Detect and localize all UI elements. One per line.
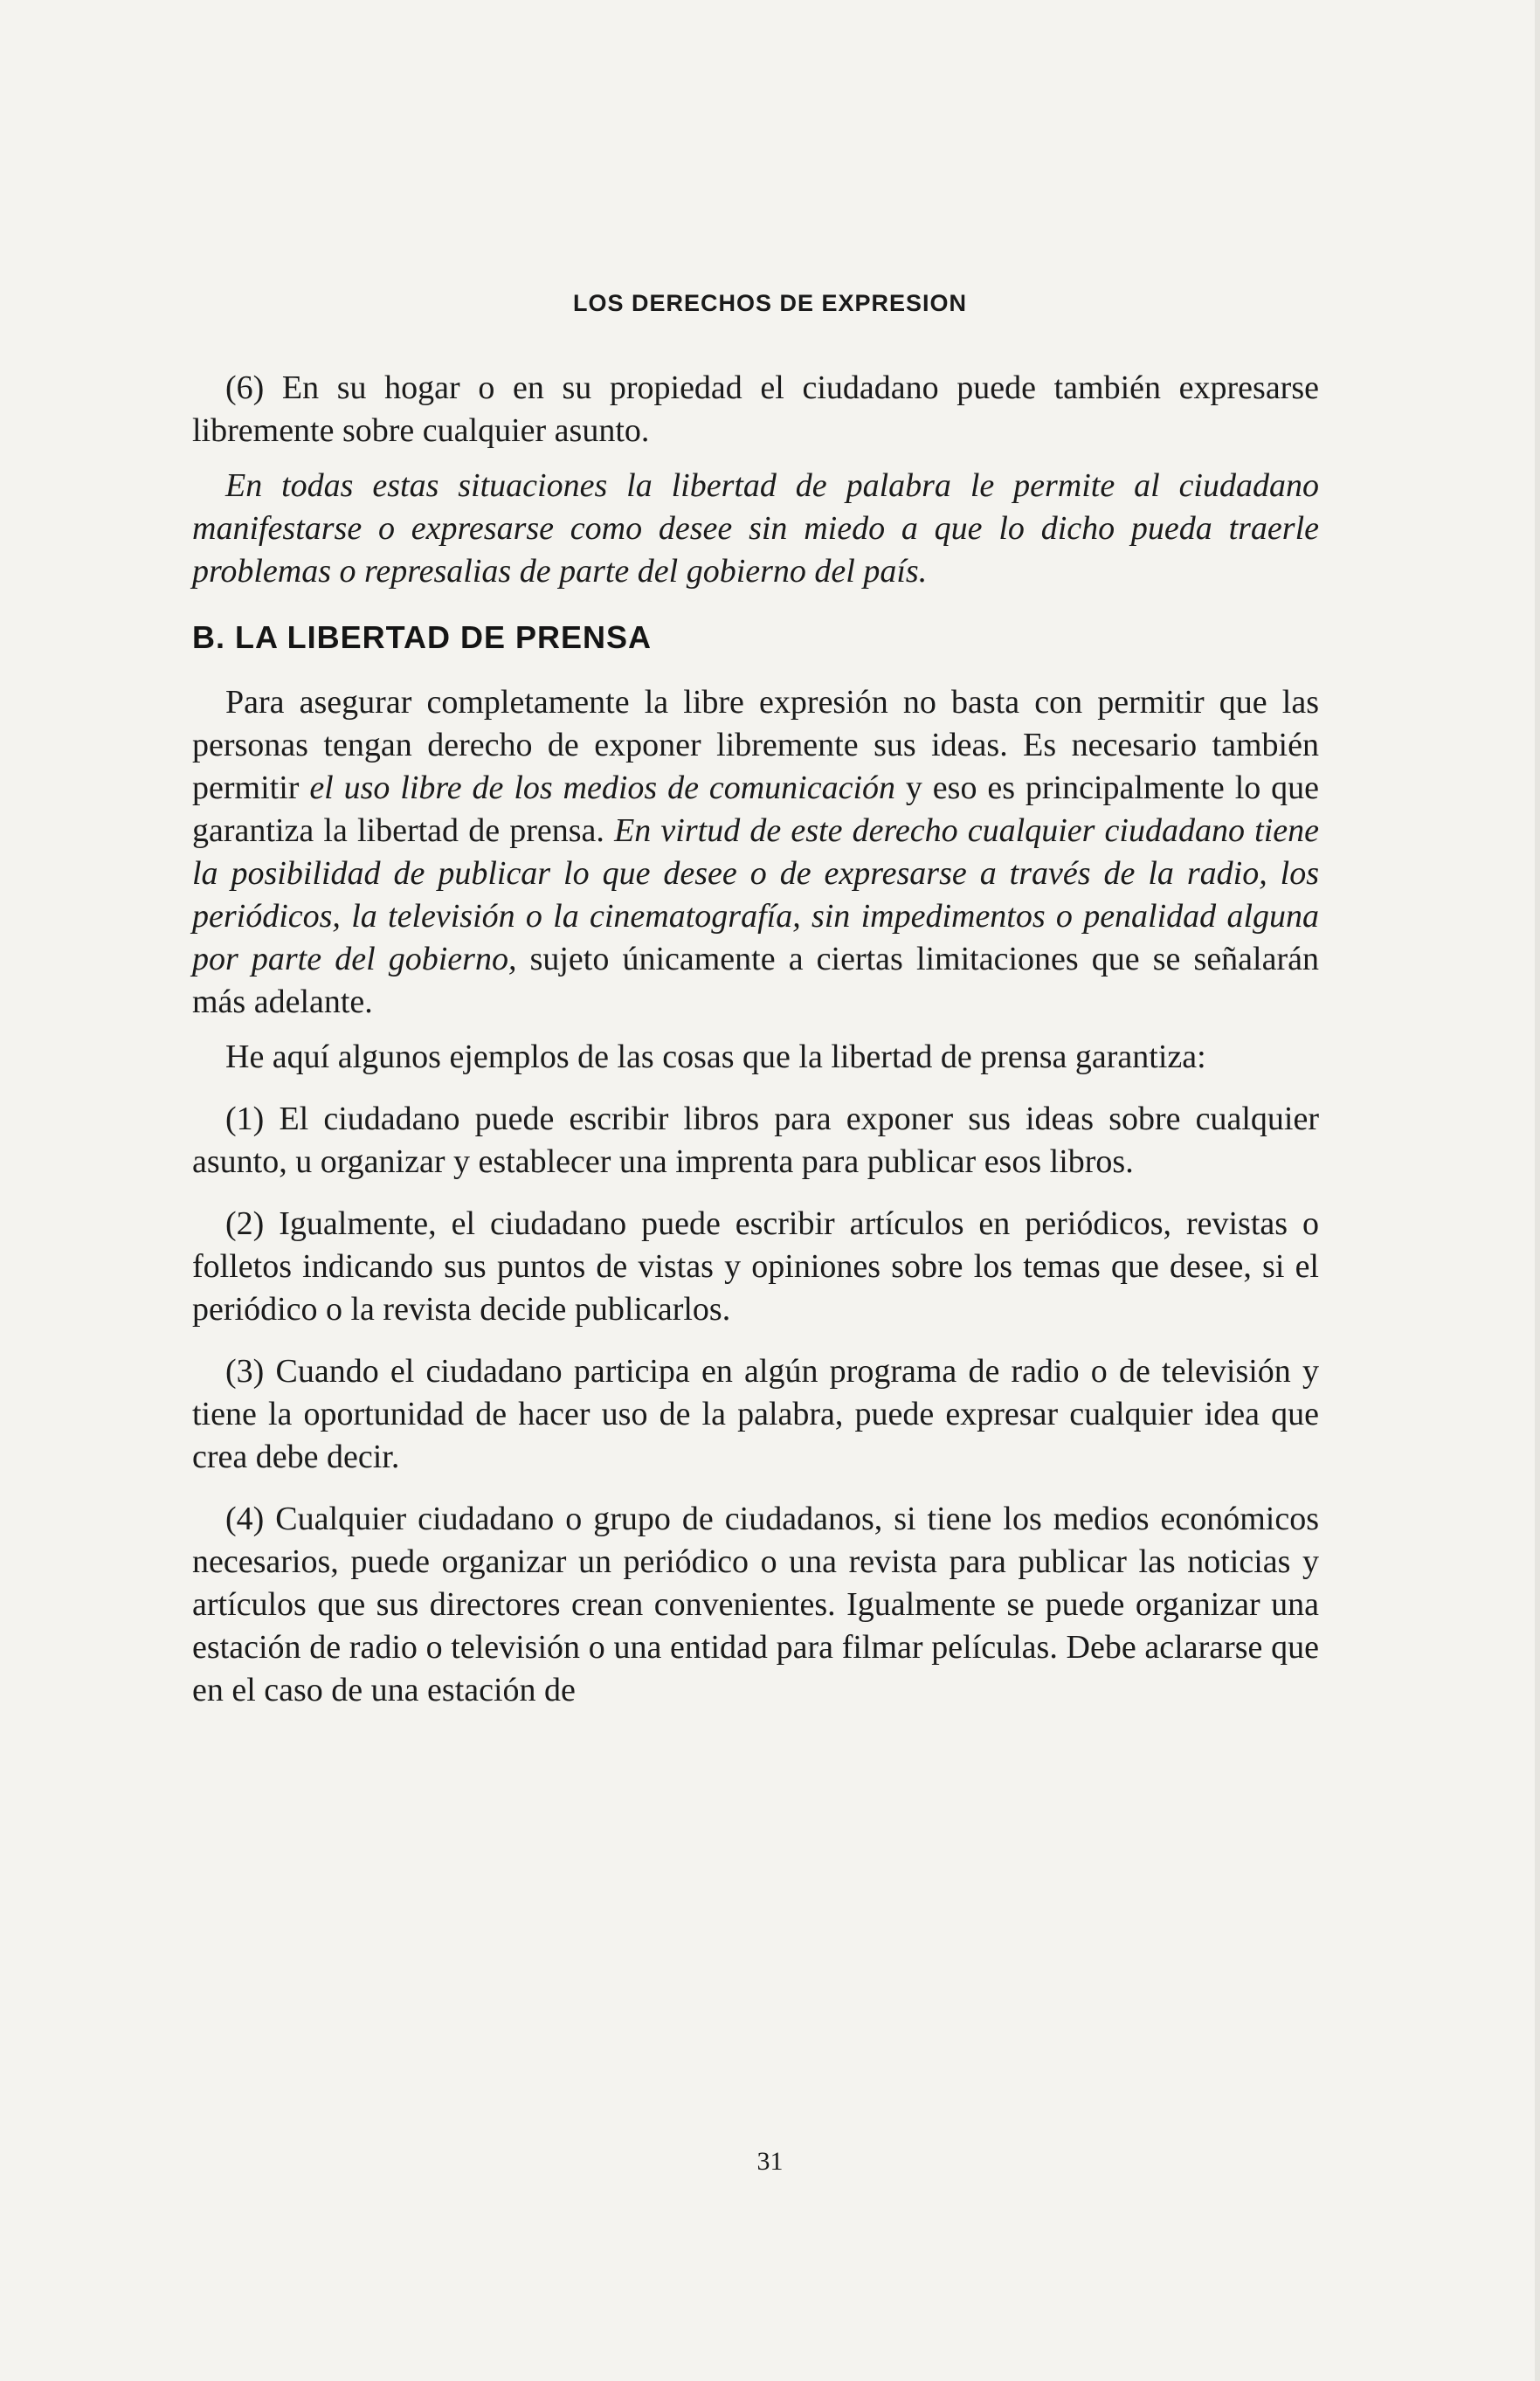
paragraph-summary: En todas estas situaciones la libertad de palabra le permite al ciudadano manifestarse o expresarse como desee sin miedo a que lo dicho pueda traerle problemas o represalias de parte del gobierno del país. [192, 467, 1319, 590]
paragraph-item-6: (6) En su hogar o en su propiedad el ciudadano puede también expresarse libremente sobre cualquier asunto. [192, 369, 1319, 449]
page-number: 31 [756, 2147, 784, 2176]
list-item-1: (1) El ciudadano puede escribir libros para exponer sus ideas sobre cualquier asunto, u organizar y establecer una imprenta para publicar esos libros. [192, 1101, 1319, 1180]
page-body [192, 367, 1319, 1731]
list-item-4: (4) Cualquier ciudadano o grupo de ciudadanos, si tiene los medios económicos necesarios, puede organizar un periódico o una revista para publicar las noticias y artículos que sus directores crean convenientes. Igualmente se puede organizar una estación de radio o televisión o una entidad para filmar películas. Debe aclararse que en el caso de una estación de [192, 1501, 1319, 1708]
section-heading: B. LA LIBERTAD DE PRENSA [192, 619, 653, 655]
paragraph-examples: He aquí algunos ejemplos de las cosas que la libertad de prensa garantiza: [225, 1039, 1206, 1075]
intro-text-a: Para asegurar completamente la libre expresión no basta con permitir que las personas tengan derecho de exponer libremente sus ideas. Es necesario también permitir [192, 684, 1319, 806]
intro-emphasis-1: el uso libre de los medios de comunicación [309, 770, 896, 806]
list-item-2: (2) Igualmente, el ciudadano puede escribir artículos en periódicos, revistas o folletos indicando sus puntos de vistas y opiniones sobre los temas que desee, si el periódico o la revista decide publicarlos. [192, 1205, 1319, 1328]
intro-text-c: y eso es principalmente lo que garantiza la libertad de prensa. [192, 770, 1320, 849]
running-header: LOS DERECHOS DE EXPRESION [572, 290, 968, 316]
intro-emphasis-2: En virtud de este derecho cualquier ciudadano tiene la posibilidad de publicar lo que desee o de expresarse a través de la radio, los periódicos, la televisión o la cinematografía, sin impedimentos o penalidad alguna por parte del gobierno, [192, 812, 1319, 977]
paragraph-intro [192, 681, 1319, 1024]
intro-text-e: sujeto únicamente a ciertas limitaciones que se señalarán más adelante. [192, 941, 1319, 1020]
list-item-3: (3) Cuando el ciudadano participa en algún programa de radio o de televisión y tiene la oportunidad de hacer uso de la palabra, puede expresar cualquier idea que crea debe decir. [192, 1353, 1319, 1475]
